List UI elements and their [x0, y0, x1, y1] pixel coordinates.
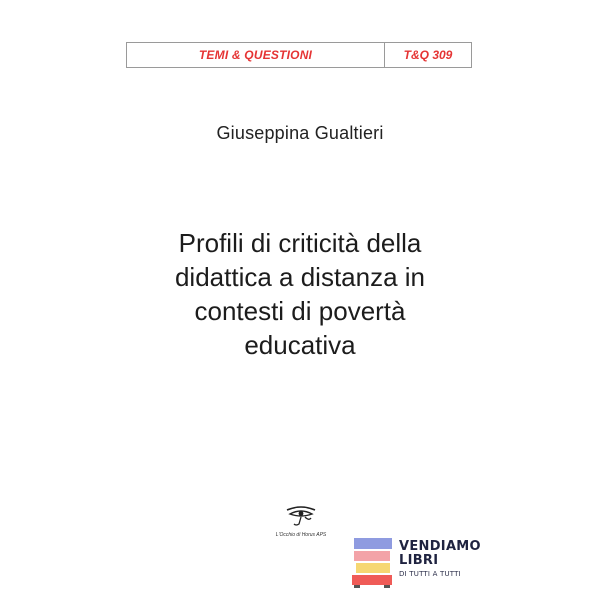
book-title [120, 226, 480, 362]
title-line: Profili di criticità della [178, 228, 422, 258]
vendiamo-libri-badge [352, 536, 492, 588]
publisher-name: L'Occhio di Horus APS [275, 532, 327, 538]
publisher-logo [255, 502, 347, 538]
title-line: educativa [244, 330, 356, 360]
book-stack-icon [352, 536, 394, 588]
title-line: didattica a distanza in [174, 262, 426, 292]
series-code: T&Q 309 [403, 48, 453, 62]
title-line: contesti di povertà [194, 296, 406, 326]
badge-text [399, 540, 481, 580]
series-name: TEMI & QUESTIONI [127, 43, 385, 67]
author-name: Giuseppina Gualtieri [216, 123, 384, 143]
badge-line-3: DI TUTTI A TUTTI [399, 570, 461, 578]
badge-line-2: LIBRI [399, 553, 439, 568]
series-header-box [126, 42, 472, 68]
badge-line-1: VENDIAMO [399, 539, 481, 554]
eye-of-horus-icon [284, 502, 318, 528]
